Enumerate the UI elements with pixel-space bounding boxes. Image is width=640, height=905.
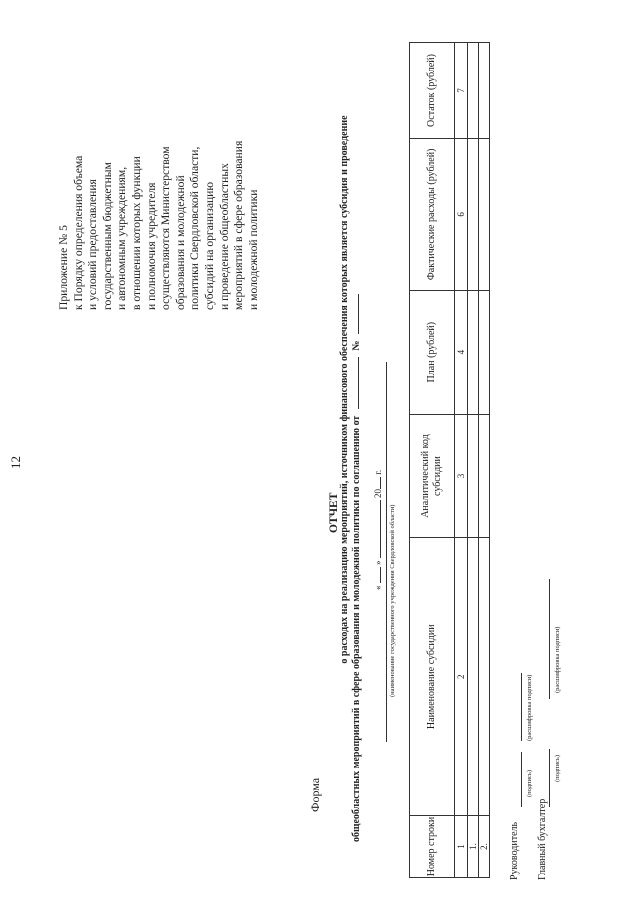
report-subtitle-line1: о расходах на реализацию мероприятий, источником финансового обеспечения которых является субсидия и проведение [339, 115, 350, 664]
report-date-line [373, 470, 383, 590]
accountant-decode-field[interactable] [549, 579, 550, 699]
accountant-signature-field[interactable] [549, 749, 550, 807]
appendix-line: политики Свердловской области, [188, 146, 202, 310]
appendix-line: осуществляются Министерством [159, 146, 173, 310]
header-balance: Остаток (рублей) [410, 43, 455, 139]
head-signature-field[interactable] [521, 752, 522, 807]
appendix-line: к Порядку определения объема [71, 155, 85, 310]
column-number: 7 [455, 43, 468, 139]
form-label: Форма [308, 777, 322, 812]
header-actual-expenses: Фактические расходы (рублей) [410, 138, 455, 290]
appendix-line: и проведение общеобластных [217, 163, 231, 310]
agreement-date-field[interactable] [358, 357, 359, 409]
column-number: 3 [455, 414, 468, 538]
date-day-field[interactable] [380, 567, 381, 583]
table-cell[interactable] [479, 138, 490, 290]
table-cell[interactable] [468, 138, 479, 290]
head-label: Руководитель [509, 821, 520, 880]
date-close-quote: » [373, 560, 383, 565]
header-plan: План (рублей) [410, 290, 455, 414]
column-number: 6 [455, 138, 468, 290]
date-month-field[interactable] [380, 500, 381, 558]
header-subsidy-name: Наименование субсидии [410, 538, 455, 816]
date-year-field[interactable] [380, 477, 381, 489]
appendix-line: и молодежной политики [246, 189, 260, 310]
date-year-prefix: 20 [373, 489, 383, 498]
table-cell[interactable] [468, 414, 479, 538]
report-subtitle-line2 [351, 290, 362, 842]
appendix-line: субсидий на организацию [202, 181, 216, 310]
header-row-number: Номер строки [410, 816, 455, 878]
appendix-line: образования и молодежной [173, 175, 187, 310]
report-title: ОТЧЕТ [328, 492, 340, 533]
table-row [468, 43, 479, 878]
table-cell[interactable] [468, 538, 479, 816]
column-number-row [455, 43, 468, 878]
table-cell[interactable] [479, 43, 490, 139]
column-number: 1 [455, 816, 468, 878]
report-table [409, 42, 490, 878]
row-number: 1. [468, 816, 479, 878]
head-signature-caption: (подпись) [526, 770, 533, 797]
head-decode-field[interactable] [521, 673, 522, 741]
appendix-line: и полномочия учредителя [144, 182, 158, 310]
appendix-note [57, 10, 261, 310]
table-header-row [410, 43, 455, 878]
appendix-line: и условий предоставления [86, 179, 100, 310]
date-year-suffix: г. [373, 469, 383, 475]
date-open-quote: « [373, 585, 383, 590]
appendix-line: и автономным учреждениям, [115, 166, 129, 310]
appendix-line: в отношении которых функции [129, 156, 143, 310]
number-sign: № [351, 340, 362, 351]
row-number: 2. [479, 816, 490, 878]
report-subtitle-text: общеобластных мероприятий в сфере образования и молодежной политики по соглашению от [351, 415, 362, 842]
agreement-number-field[interactable] [358, 294, 359, 334]
institution-caption: (наименование государственного учреждения Свердловской области) [389, 504, 396, 697]
page-number: 12 [8, 456, 23, 469]
accountant-signature-caption: (подпись) [554, 755, 561, 782]
column-number: 2 [455, 538, 468, 816]
table-cell[interactable] [468, 290, 479, 414]
accountant-label: Главный бухгалтер [537, 798, 548, 880]
table-cell[interactable] [479, 538, 490, 816]
appendix-line: Приложение № 5 [57, 225, 70, 310]
table-cell[interactable] [479, 290, 490, 414]
head-decode-caption: (расшифровка подписи) [526, 674, 533, 741]
table-cell[interactable] [468, 43, 479, 139]
header-analytic-code: Аналитический код субсидии [410, 414, 455, 538]
accountant-decode-caption: (расшифровка подписи) [554, 626, 561, 693]
institution-name-field[interactable] [386, 362, 387, 742]
column-number: 4 [455, 290, 468, 414]
table-cell[interactable] [479, 414, 490, 538]
appendix-line: мероприятий в сфере образования [232, 140, 246, 310]
appendix-line: государственным бюджетным [100, 162, 114, 310]
table-row [479, 43, 490, 878]
